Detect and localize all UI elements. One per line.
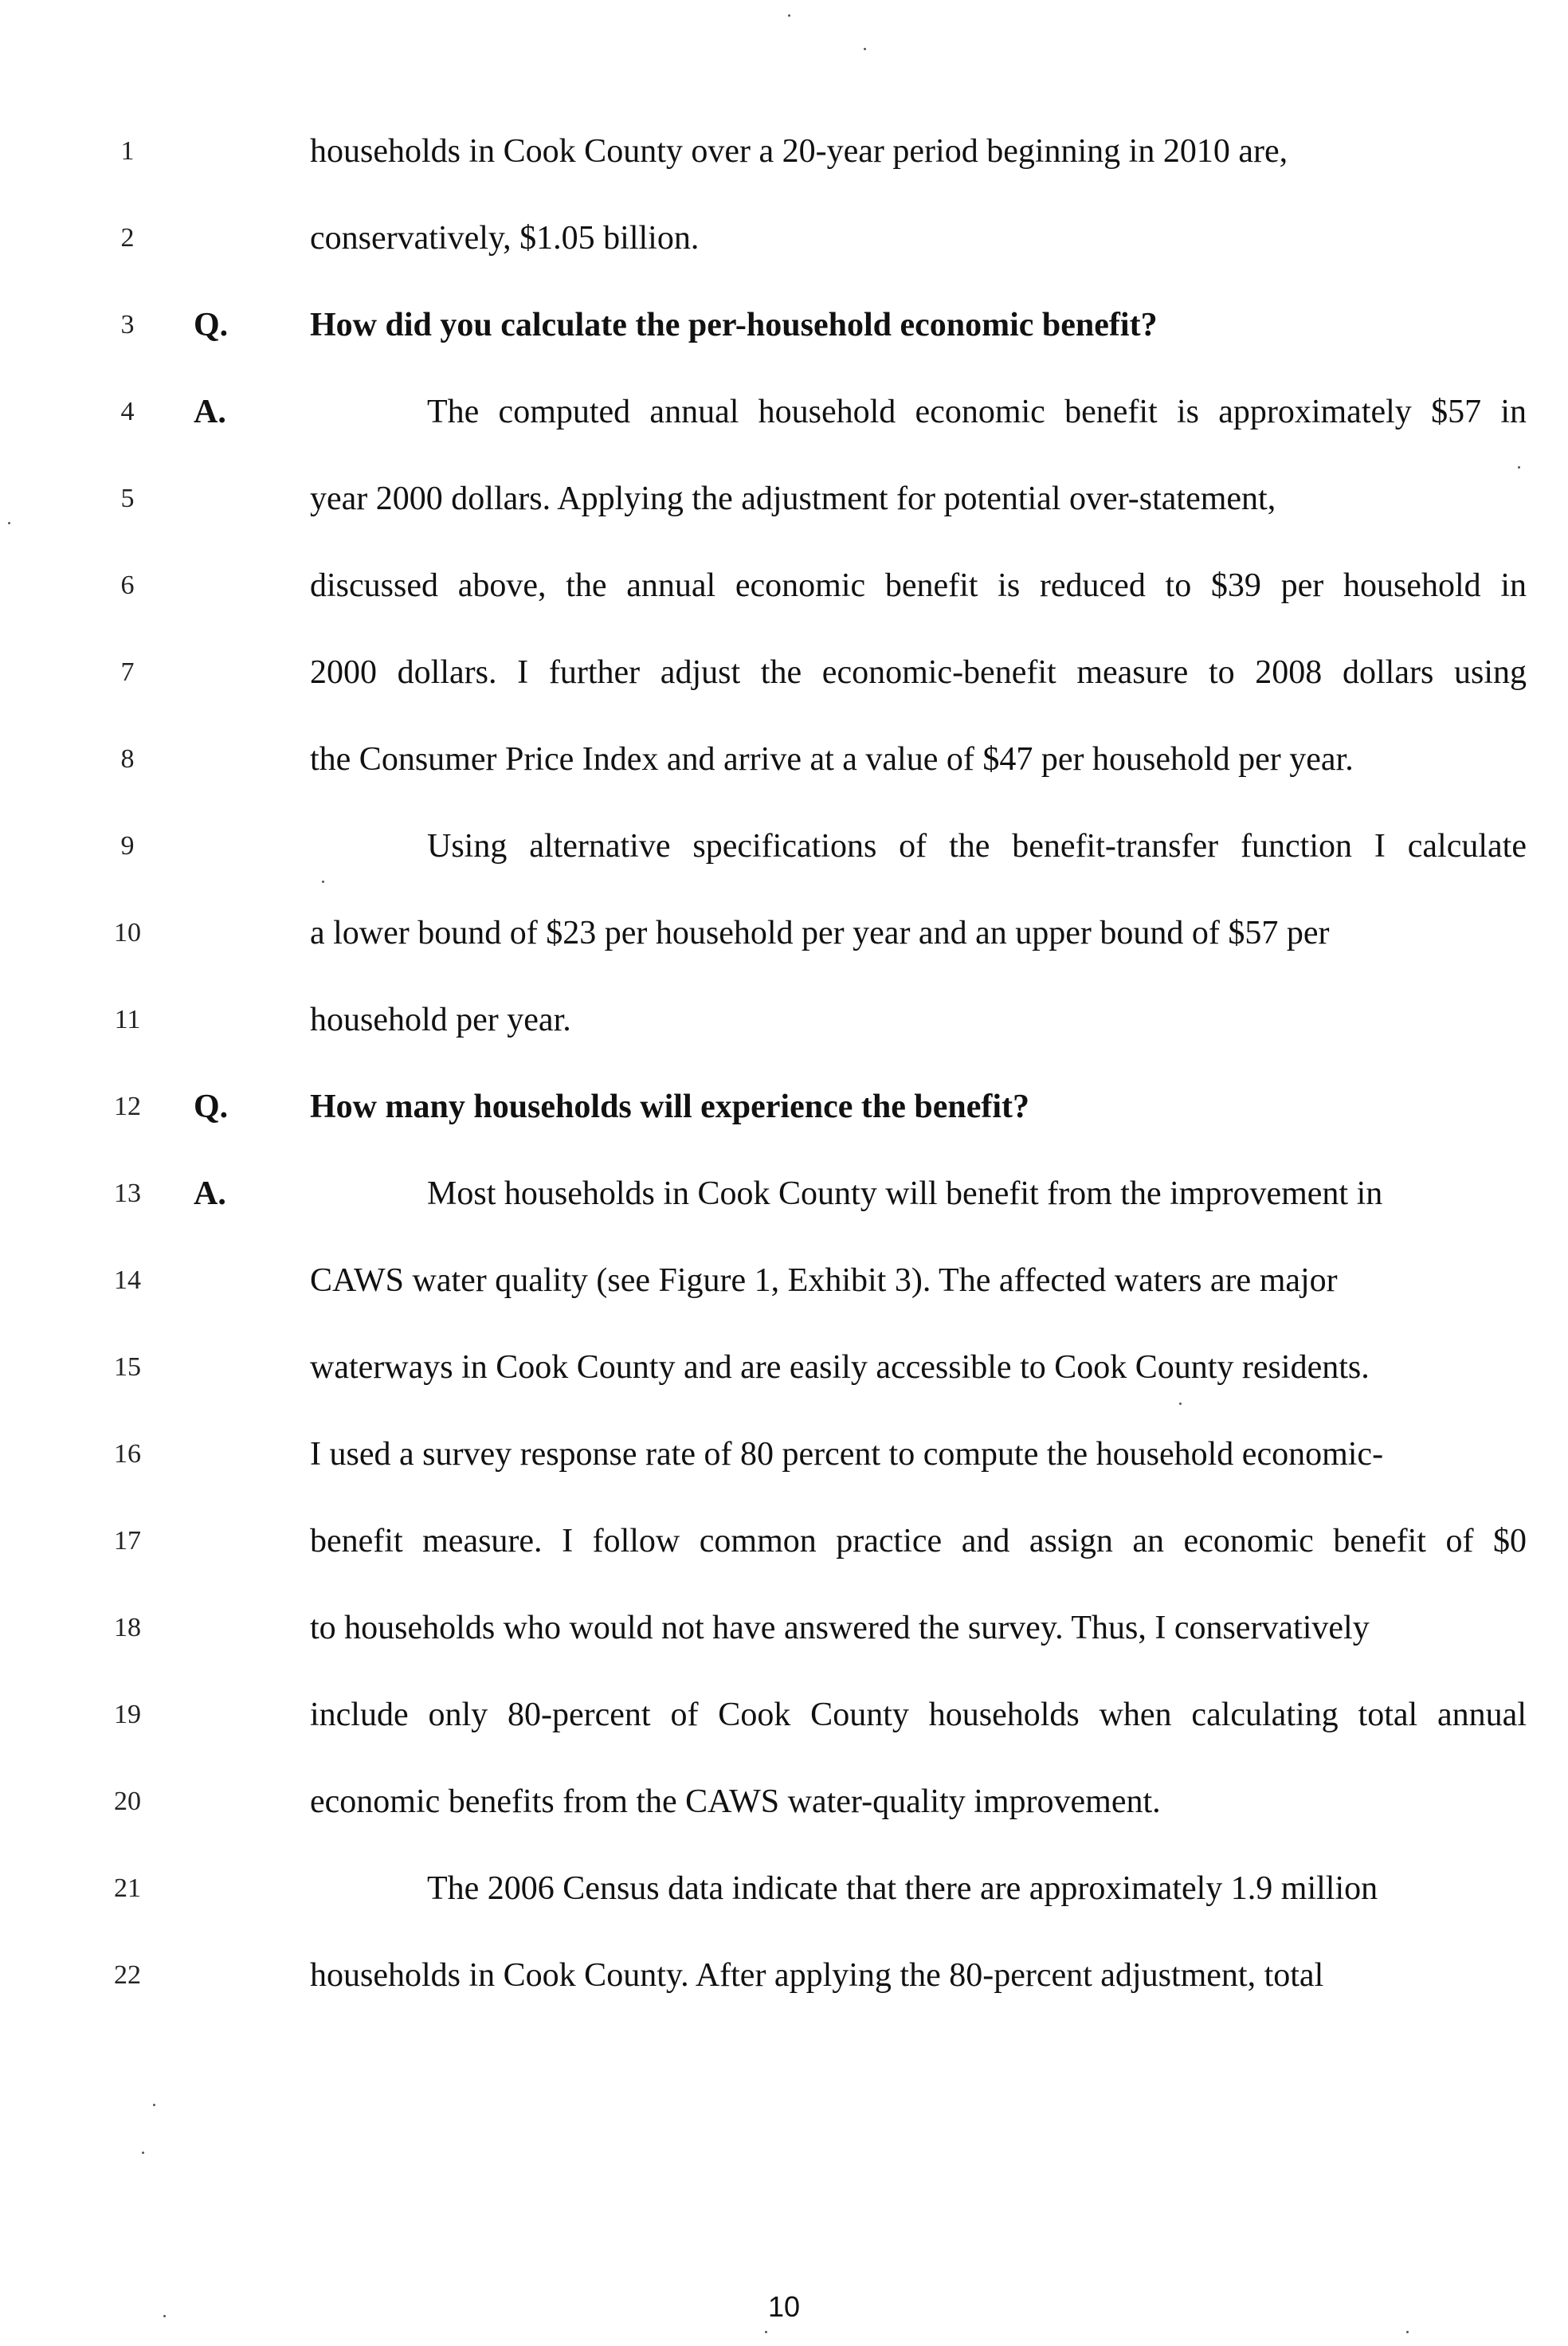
line-text: Most households in Cook County will benefit from the improvement in bbox=[427, 1175, 1383, 1212]
scan-speck bbox=[163, 2315, 166, 2317]
line-text: conservatively, $1.05 billion. bbox=[310, 220, 700, 257]
line-text: I used a survey response rate of 80 percent to compute the household economic- bbox=[310, 1436, 1384, 1473]
line-text: 2000 dollars. I further adjust the economic-benefit measure to 2008 dollars using bbox=[310, 654, 1527, 691]
line-number: 6 bbox=[120, 571, 135, 600]
line-number: 21 bbox=[114, 1873, 141, 1903]
scan-speck bbox=[8, 522, 10, 524]
transcript-line-3 bbox=[0, 293, 1568, 357]
line-text: households in Cook County. After applying the 80-percent adjustment, total bbox=[310, 1957, 1324, 1994]
transcript-line-14 bbox=[0, 1249, 1568, 1312]
line-number: 13 bbox=[114, 1179, 141, 1208]
transcript-line-13 bbox=[0, 1162, 1568, 1226]
line-number: 7 bbox=[120, 657, 135, 687]
transcript-line-15 bbox=[0, 1336, 1568, 1399]
scan-speck bbox=[765, 2331, 767, 2333]
transcript-line-17 bbox=[0, 1509, 1568, 1573]
line-number: 18 bbox=[114, 1613, 141, 1642]
line-number: 17 bbox=[114, 1526, 141, 1556]
transcript-line-20 bbox=[0, 1770, 1568, 1834]
question-marker: Q. bbox=[194, 1089, 229, 1125]
line-text: CAWS water quality (see Figure 1, Exhibit 3). The affected waters are major bbox=[310, 1262, 1338, 1299]
line-text: a lower bound of $23 per household per year and an upper bound of $57 per bbox=[310, 915, 1330, 951]
line-number: 8 bbox=[120, 744, 135, 774]
line-text: The computed annual household economic benefit is approximately $57 in bbox=[427, 394, 1527, 430]
question-text: How did you calculate the per-household economic benefit? bbox=[310, 307, 1158, 343]
line-number: 16 bbox=[114, 1439, 141, 1469]
line-number: 11 bbox=[114, 1005, 141, 1034]
line-text: year 2000 dollars. Applying the adjustment for potential over-statement, bbox=[310, 481, 1276, 517]
line-number: 10 bbox=[114, 918, 141, 947]
transcript-line-18 bbox=[0, 1596, 1568, 1660]
line-text: to households who would not have answered the survey. Thus, I conservatively bbox=[310, 1610, 1370, 1646]
scan-speck bbox=[788, 14, 790, 17]
line-number: 14 bbox=[114, 1265, 141, 1295]
answer-marker: A. bbox=[194, 394, 226, 430]
line-text: include only 80-percent of Cook County households when calculating total annual bbox=[310, 1697, 1527, 1733]
answer-marker: A. bbox=[194, 1175, 226, 1212]
transcript-line-1 bbox=[0, 120, 1568, 183]
scan-speck bbox=[322, 881, 324, 883]
transcript-line-6 bbox=[0, 554, 1568, 618]
scan-speck bbox=[142, 2152, 144, 2154]
scan-speck bbox=[1406, 2331, 1409, 2333]
line-number: 15 bbox=[114, 1352, 141, 1382]
line-number: 22 bbox=[114, 1960, 141, 1990]
transcript-line-12 bbox=[0, 1075, 1568, 1139]
line-text: households in Cook County over a 20-year period beginning in 2010 are, bbox=[310, 133, 1288, 170]
line-number: 1 bbox=[120, 136, 135, 166]
transcript-line-2 bbox=[0, 206, 1568, 270]
line-text: waterways in Cook County and are easily accessible to Cook County residents. bbox=[310, 1349, 1370, 1386]
line-number: 2 bbox=[120, 223, 135, 253]
scan-speck bbox=[864, 48, 866, 50]
transcript-line-7 bbox=[0, 641, 1568, 704]
line-text: economic benefits from the CAWS water-quality improvement. bbox=[310, 1783, 1161, 1820]
transcript-line-10 bbox=[0, 901, 1568, 965]
transcript-line-11 bbox=[0, 988, 1568, 1052]
line-text: benefit measure. I follow common practice and assign an economic benefit of $0 bbox=[310, 1523, 1527, 1559]
page-number: 10 bbox=[767, 2290, 801, 2323]
question-text: How many households will experience the benefit? bbox=[310, 1089, 1029, 1125]
line-text: the Consumer Price Index and arrive at a value of $47 per household per year. bbox=[310, 741, 1354, 778]
transcript-line-19 bbox=[0, 1683, 1568, 1747]
scan-speck bbox=[1518, 466, 1520, 469]
line-number: 5 bbox=[120, 484, 135, 513]
line-number: 9 bbox=[120, 831, 135, 861]
line-text: Using alternative specifications of the benefit-transfer function I calculate bbox=[427, 828, 1527, 865]
scan-speck bbox=[153, 2104, 155, 2106]
transcript-line-8 bbox=[0, 728, 1568, 791]
scan-speck bbox=[1179, 1402, 1182, 1405]
transcript-line-22 bbox=[0, 1944, 1568, 2007]
line-text: The 2006 Census data indicate that there are approximately 1.9 million bbox=[427, 1870, 1378, 1907]
line-text: discussed above, the annual economic benefit is reduced to $39 per household in bbox=[310, 567, 1527, 604]
line-text: household per year. bbox=[310, 1002, 571, 1038]
transcript-line-4 bbox=[0, 380, 1568, 444]
transcript-line-5 bbox=[0, 467, 1568, 531]
question-marker: Q. bbox=[194, 307, 229, 343]
transcript-line-16 bbox=[0, 1422, 1568, 1486]
line-number: 4 bbox=[120, 397, 135, 426]
transcript-line-9 bbox=[0, 814, 1568, 878]
transcript-line-21 bbox=[0, 1857, 1568, 1920]
line-number: 20 bbox=[114, 1787, 141, 1816]
line-number: 3 bbox=[120, 310, 135, 339]
line-number: 12 bbox=[114, 1092, 141, 1121]
line-number: 19 bbox=[114, 1700, 141, 1729]
